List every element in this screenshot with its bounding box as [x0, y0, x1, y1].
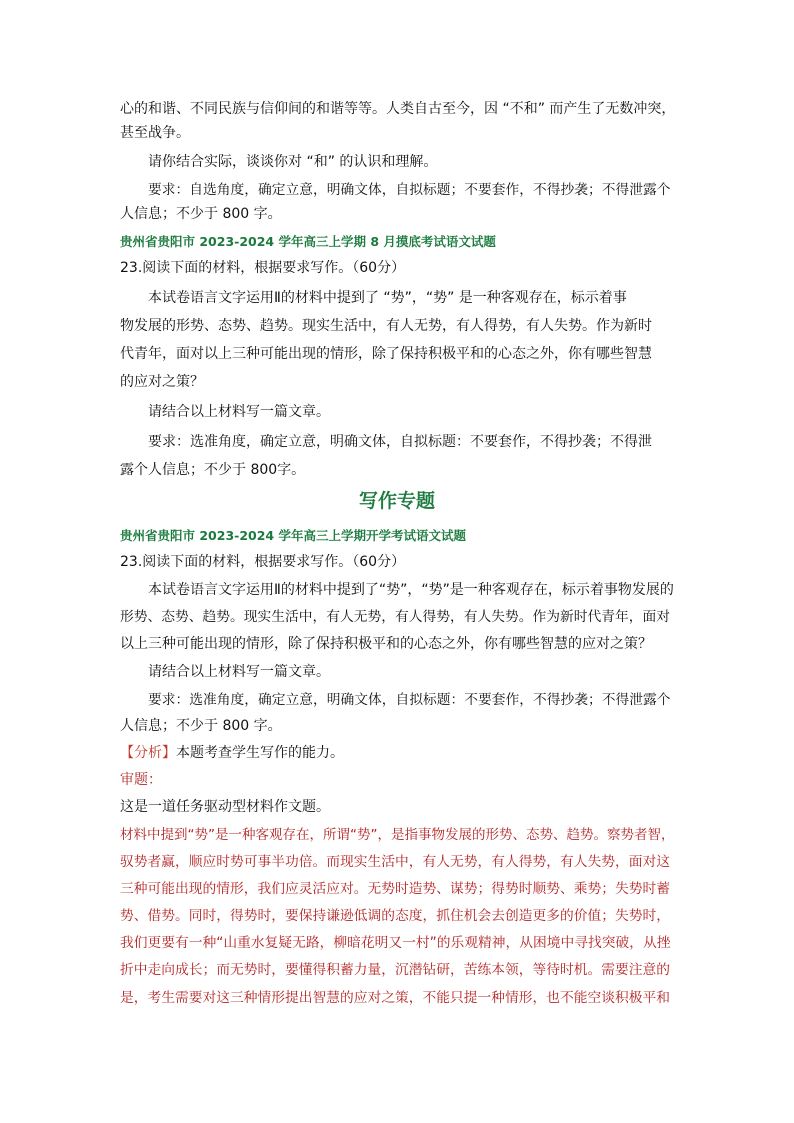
question-line: 23.阅读下面的材料，根据要求写作。（60分）	[120, 554, 406, 570]
requirement-line: 露个人信息；不少于 800字。	[120, 462, 306, 478]
material-line: 本试卷语言文字运用Ⅱ的材料中提到了“势”，“势”是一种客观存在，标示着事物发展的	[148, 582, 674, 598]
requirement-line: 要求：选准角度，确定立意，明确文体，自拟标题：不要套作，不得抄袭；不得泄	[148, 434, 652, 450]
analysis-text-line: 势、借势。同时，得势时，要保持谦逊低调的态度，抓住机会去创造更多的价值；失势时，	[120, 908, 671, 924]
requirement-line: 要求：选准角度，确定立意，明确文体，自拟标题：不要套作，不得抄袭；不得泄露个	[148, 692, 671, 708]
prompt-line: 请结合以上材料写一篇文章。	[148, 404, 330, 420]
material-line: 的应对之策？	[120, 374, 204, 390]
analysis-text-line: 驭势者赢，顺应时势可事半功倍。而现实生活中，有人无势，有人得势，有人失势，面对这	[120, 854, 671, 870]
requirement-line: 人信息；不少于 800 字。	[120, 206, 282, 222]
material-line: 以上三种可能出现的情形，除了保持积极平和的心态之外，你有哪些智慧的应对之策？	[120, 636, 652, 652]
analysis-line	[120, 743, 344, 763]
material-line: 代青年，面对以上三种可能出现的情形，除了保持积极平和的心态之外，你有哪些智慧	[120, 346, 652, 362]
text-line: 心的和谐、不同民族与信仰间的和谐等等。人类自古至今，因 “不和” 而产生了无数冲突，	[120, 101, 676, 117]
analysis-text-line: 是，考生需要对这三种情形提出智慧的应对之策，不能只提一种情形，也不能空谈积极平和	[120, 990, 671, 1006]
material-line: 本试卷语言文字运用Ⅱ的材料中提到了 “势”，“势” 是一种客观存在，标示着事	[148, 290, 627, 306]
material-line: 形势、态势、趋势。现实生活中，有人无势，有人得势，有人失势。作为新时代青年，面对	[120, 609, 671, 625]
requirement-line: 要求：自选角度，确定立意，明确文体，自拟标题；不要套作，不得抄袭；不得泄露个	[148, 182, 671, 198]
analysis-tag: 【分析】	[120, 745, 176, 761]
analysis-text-line: 三种可能出现的情形，我们应灵活应对。无势时造势、谋势；得势时顺势、乘势；失势时蓄	[120, 881, 671, 897]
prompt-line: 请你结合实际，谈谈你对 “和” 的认识和理解。	[148, 154, 438, 170]
source-title: 贵州省贵阳市 2023-2024 学年高三上学期开学考试语文试题	[120, 528, 466, 543]
analysis-text-line: 折中走向成长；而无势时，要懂得积蓄力量，沉潜钻研，苦练本领，等待时机。需要注意的	[120, 962, 671, 978]
requirement-line: 人信息；不少于 800 字。	[120, 718, 282, 734]
prompt-line: 请结合以上材料写一篇文章。	[148, 664, 330, 680]
text-line: 甚至战争。	[120, 125, 190, 141]
source-title: 贵州省贵阳市 2023-2024 学年高三上学期 8 月摸底考试语文试题	[120, 234, 496, 249]
analysis-text-line: 材料中提到“势”是一种客观存在，所谓“势”，是指事物发展的形势、态势、趋势。察势者智，	[120, 827, 675, 843]
analysis-intro: 本题考查学生写作的能力。	[176, 745, 344, 761]
question-line: 23.阅读下面的材料，根据要求写作。（60分）	[120, 260, 406, 276]
section-heading: 写作专题	[358, 490, 435, 512]
material-line: 物发展的形势、态势、趋势。现实生活中，有人无势，有人得势，有人失势。作为新时	[120, 318, 652, 334]
analysis-text-line: 我们更要有一种“山重水复疑无路，柳暗花明又一村”的乐观精神，从困境中寻找突破，从挫	[120, 935, 671, 951]
type-line: 这是一道任务驱动型材料作文题。	[120, 799, 330, 815]
review-label: 审题：	[120, 772, 162, 788]
